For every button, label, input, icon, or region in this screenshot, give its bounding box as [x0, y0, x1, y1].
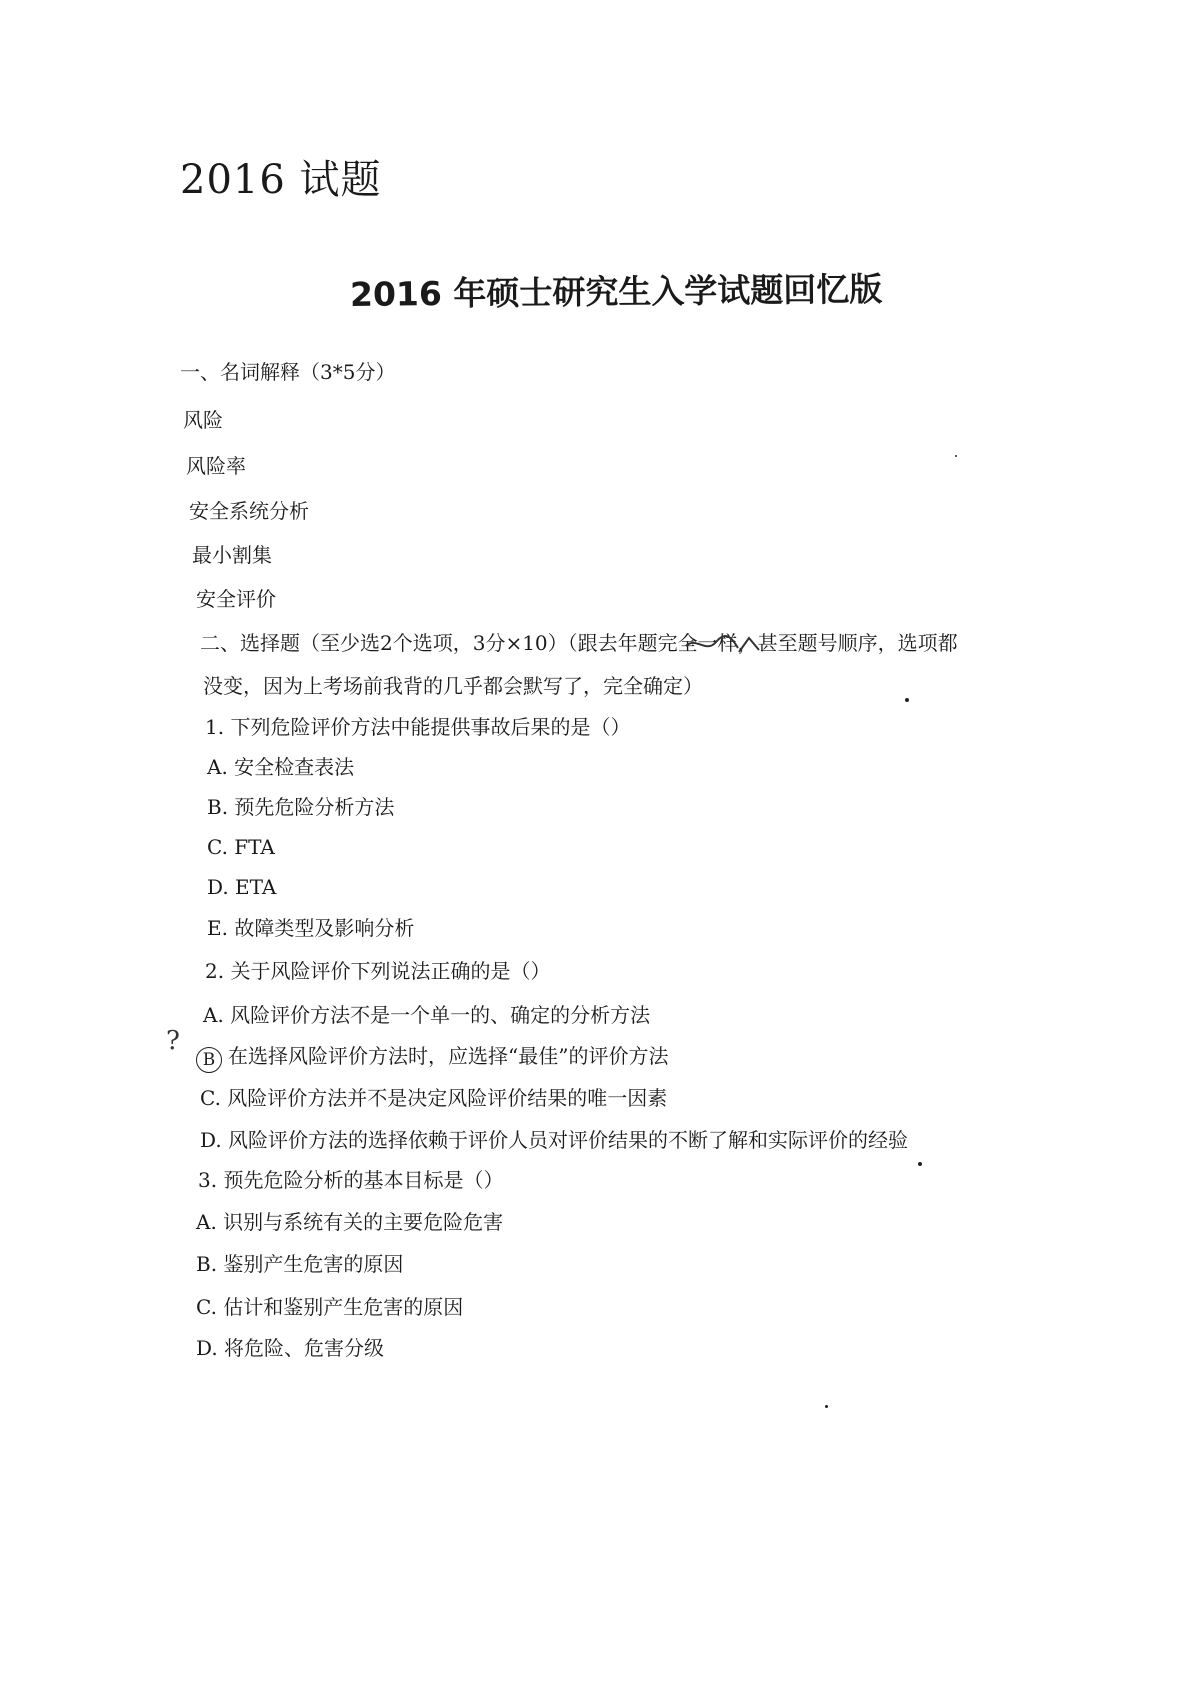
circled-letter: B: [196, 1047, 222, 1073]
option-item: C. 估计和鉴别产生危害的原因: [196, 1295, 464, 1319]
option-item: C. 风险评价方法并不是决定风险评价结果的唯一因素: [200, 1086, 668, 1110]
term-item: 安全评价: [196, 587, 276, 611]
question-stem: 2. 关于风险评价下列说法正确的是（）: [205, 959, 551, 983]
option-item-circled: [196, 1046, 668, 1073]
term-item: 最小割集: [192, 543, 272, 567]
margin-question-mark: ?: [166, 1026, 180, 1056]
option-item: D. 将危险、危害分级: [196, 1336, 385, 1360]
option-text: 在选择风险评价方法时，应选择“最佳”的评价方法: [228, 1044, 669, 1068]
option-item: A. 风险评价方法不是一个单一的、确定的分析方法: [203, 1003, 651, 1027]
option-item: E. 故障类型及影响分析: [207, 916, 415, 940]
scan-speck: [905, 698, 909, 702]
scan-speck: [825, 1405, 828, 1408]
pen-scribble: [682, 630, 742, 660]
question-stem: 1. 下列危险评价方法中能提供事故后果的是（）: [205, 715, 631, 739]
term-item: 风险: [183, 408, 223, 432]
scan-speck: [955, 455, 957, 457]
section-2-heading-line-1: 二、选择题（至少选2个选项，3分×10）（跟去年题完全一样，甚至题号顺序，选项都: [200, 631, 958, 655]
document-title: 2016 年硕士研究生入学试题回忆版: [349, 269, 883, 314]
section-2-heading-line-2: 没变，因为上考场前我背的几乎都会默写了，完全确定）: [203, 674, 703, 698]
option-item: B. 预先危险分析方法: [207, 795, 395, 819]
option-item: A. 安全检查表法: [207, 755, 355, 779]
option-item: D. ETA: [207, 875, 277, 899]
section-1-heading: 一、名词解释（3*5分）: [180, 360, 396, 384]
scan-speck: [918, 1162, 922, 1166]
option-item: C. FTA: [207, 835, 275, 859]
option-item: B. 鉴别产生危害的原因: [196, 1252, 404, 1276]
question-stem: 3. 预先危险分析的基本目标是（）: [198, 1168, 504, 1192]
term-item: 风险率: [186, 454, 246, 478]
pen-scribble: [735, 632, 765, 658]
page-heading: 2016 试题: [180, 157, 382, 203]
option-item: D. 风险评价方法的选择依赖于评价人员对评价结果的不断了解和实际评价的经验: [200, 1128, 909, 1152]
option-item: A. 识别与系统有关的主要危险危害: [196, 1210, 504, 1234]
term-item: 安全系统分析: [189, 499, 309, 523]
